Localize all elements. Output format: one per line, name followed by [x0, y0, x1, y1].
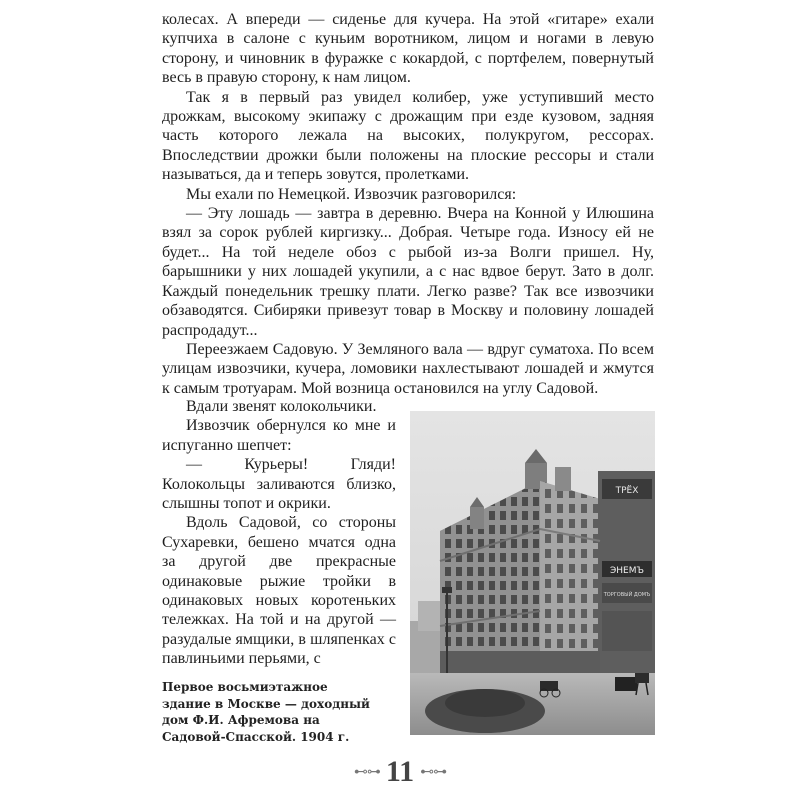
billboard-sign-3: ТОРГОВЫЙ ДОМЪ — [603, 592, 651, 598]
historic-building-photo — [410, 411, 655, 735]
main-text-column — [162, 10, 654, 398]
paragraph-8: — Курьеры! Гляди! Колокольцы заливаются близко, слышны топот и окрики. — [162, 456, 396, 513]
paragraph-4: — Эту лошадь — завтра в деревню. Вчера на Конной у Илюшина взял за сорок рублей киргизку... Добрая. Четыре года. Износу ей не будет... На той неделе обоз с рыбой из-за Волги пришел. Ну, барышники у них лошадей укупили, а с нас вдвое берут. Зато в долг. Каждый понедельник трешку плати. Легко разве? Так все извозчики обзаводятся. Сибиряки привезут товар в Москву и половину лошадей распродадут... — [162, 205, 654, 339]
page-number: 11 — [385, 755, 415, 788]
wrapped-text-column — [162, 397, 396, 669]
paragraph-1: колесах. А впереди — сиденье для кучера. На этой «гитаре» ехали купчиха в салоне с куньим воротником, лицом и ногами в левую сторону, и чиновник в фуражке с кокардой, с портфелем, повернутый весь в правую сторону, к нам лицом. — [162, 11, 654, 87]
ornament-left-icon: ⊷⊶ — [353, 764, 380, 780]
paragraph-7: Извозчик обернулся ко мне и испуганно шепчет: — [162, 417, 396, 454]
paragraph-6: Вдали звенят колокольчики. — [186, 398, 377, 415]
billboard-sign-2: ЭНЕМЪ — [610, 566, 644, 576]
paragraph-5: Переезжаем Садовую. У Земляного вала — вдруг суматоха. По всем улицам извозчики, кучера, ломовики нахлестывают лошадей и жмутся к самым тротуарам. Мой возница остановился на углу Садовой. — [162, 340, 654, 397]
ornament-right-icon: ⊷⊶ — [420, 764, 447, 780]
billboard-sign-1: ТРЁХ — [615, 486, 639, 496]
photo-caption: Первое восьмиэтажное здание в Москве — доходный дом Ф.И. Афремова на Садовой-Спасской. 1904 г. — [162, 680, 370, 744]
page-footer — [330, 754, 470, 790]
paragraph-9: Вдоль Садовой, со стороны Сухаревки, бешено мчатся одна за другой две прекрасные одинаковые рыжие тройки в одинаковых новых коротеньких тележках. На той и на другой — разудалые ямщики, в шляпенках с павлиньими перьями, с — [162, 514, 396, 668]
paragraph-2: Так я в первый раз увидел колибер, уже уступивший место дрожкам, высокому экипажу с дрожащим при езде кузовом, задняя часть которого лежала на высоких, полукругом, рессорах. Впоследствии дрожки были положены на плоские рессоры и стали называться, да и теперь зовутся, пролетками. — [162, 88, 654, 184]
paragraph-3: Мы ехали по Немецкой. Извозчик разговорился: — [186, 185, 517, 203]
